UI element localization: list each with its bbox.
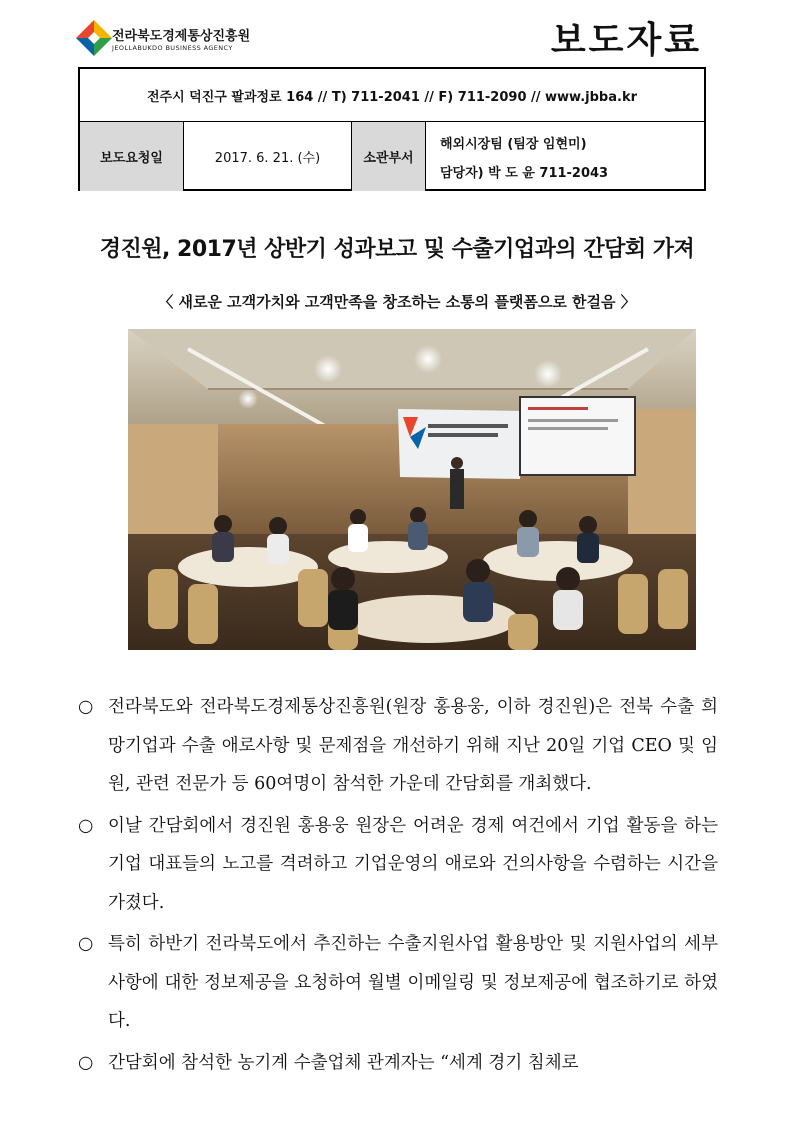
bullet-circle-icon: ○ <box>78 815 94 836</box>
contact-info-table <box>78 67 706 191</box>
request-date-value: 2017. 6. 21. (수) <box>184 122 352 191</box>
paragraph-text: 특히 하반기 전라북도에서 추진하는 수출지원사업 활용방안 및 지원사업의 세부사항에 대한 정보제공을 요청하여 월별 이메일링 및 정보제공에 협조하기로 하였다. <box>108 934 718 1031</box>
department-team: 해외시장팀 (팀장 임현미) <box>440 136 587 152</box>
department-contact: 담당자) 박 도 윤 711-2043 <box>440 165 609 181</box>
article-subheadline: 〈 새로운 고객가치와 고객만족을 창조하는 소통의 플랫폼으로 한걸음 〉 <box>158 293 636 311</box>
article-paragraph <box>78 925 718 1041</box>
request-date-label: 보도요청일 <box>80 122 184 191</box>
address-line: 전주시 덕진구 팔과정로 164 // T) 711-2041 // F) 711-2090 // www.jbba.kr <box>80 69 704 122</box>
article-paragraph <box>78 807 718 923</box>
org-logo <box>76 14 276 64</box>
release-info-row <box>80 122 704 191</box>
article-paragraph <box>78 688 718 804</box>
paragraph-text: 이날 간담회에서 경진원 홍용웅 원장은 어려운 경제 여건에서 기업 활동을 하는 기업 대표들의 노고를 격려하고 기업운영의 애로와 건의사항을 수렴하는 시간을 가졌다. <box>108 815 718 913</box>
article-body <box>78 688 718 1082</box>
org-name-english: JEOLLABUKDO BUSINESS AGENCY <box>112 44 233 52</box>
bullet-circle-icon: ○ <box>78 934 94 954</box>
department-info <box>426 122 704 191</box>
org-name-korean: 전라북도경제통상진흥원 <box>112 29 251 44</box>
article-headline: 경진원, 2017년 상반기 성과보고 및 수출기업과의 간담회 가져 <box>99 237 695 262</box>
event-photo-image <box>128 329 696 650</box>
document-type-title: 보도자료 <box>550 20 702 61</box>
department-label: 소관부서 <box>352 122 426 191</box>
bullet-circle-icon: ○ <box>78 697 94 717</box>
article-paragraph <box>78 1044 718 1083</box>
paragraph-text: 전라북도와 전라북도경제통상진흥원(원장 홍용웅, 이하 경진원)은 전북 수출 희망기업과 수출 애로사항 및 문제점을 개선하기 위해 지난 20일 기업 CEO 및 임원, 관련 전문가 등 60여명이 참석한 가운데 간담회를 개최했다. <box>108 697 718 794</box>
event-photo <box>128 329 696 650</box>
paragraph-text: 간담회에 참석한 농기계 수출업체 관계자는 “세계 경기 침체로 <box>108 1052 579 1073</box>
bullet-circle-icon: ○ <box>78 1052 94 1073</box>
org-logo-icon <box>76 14 112 60</box>
